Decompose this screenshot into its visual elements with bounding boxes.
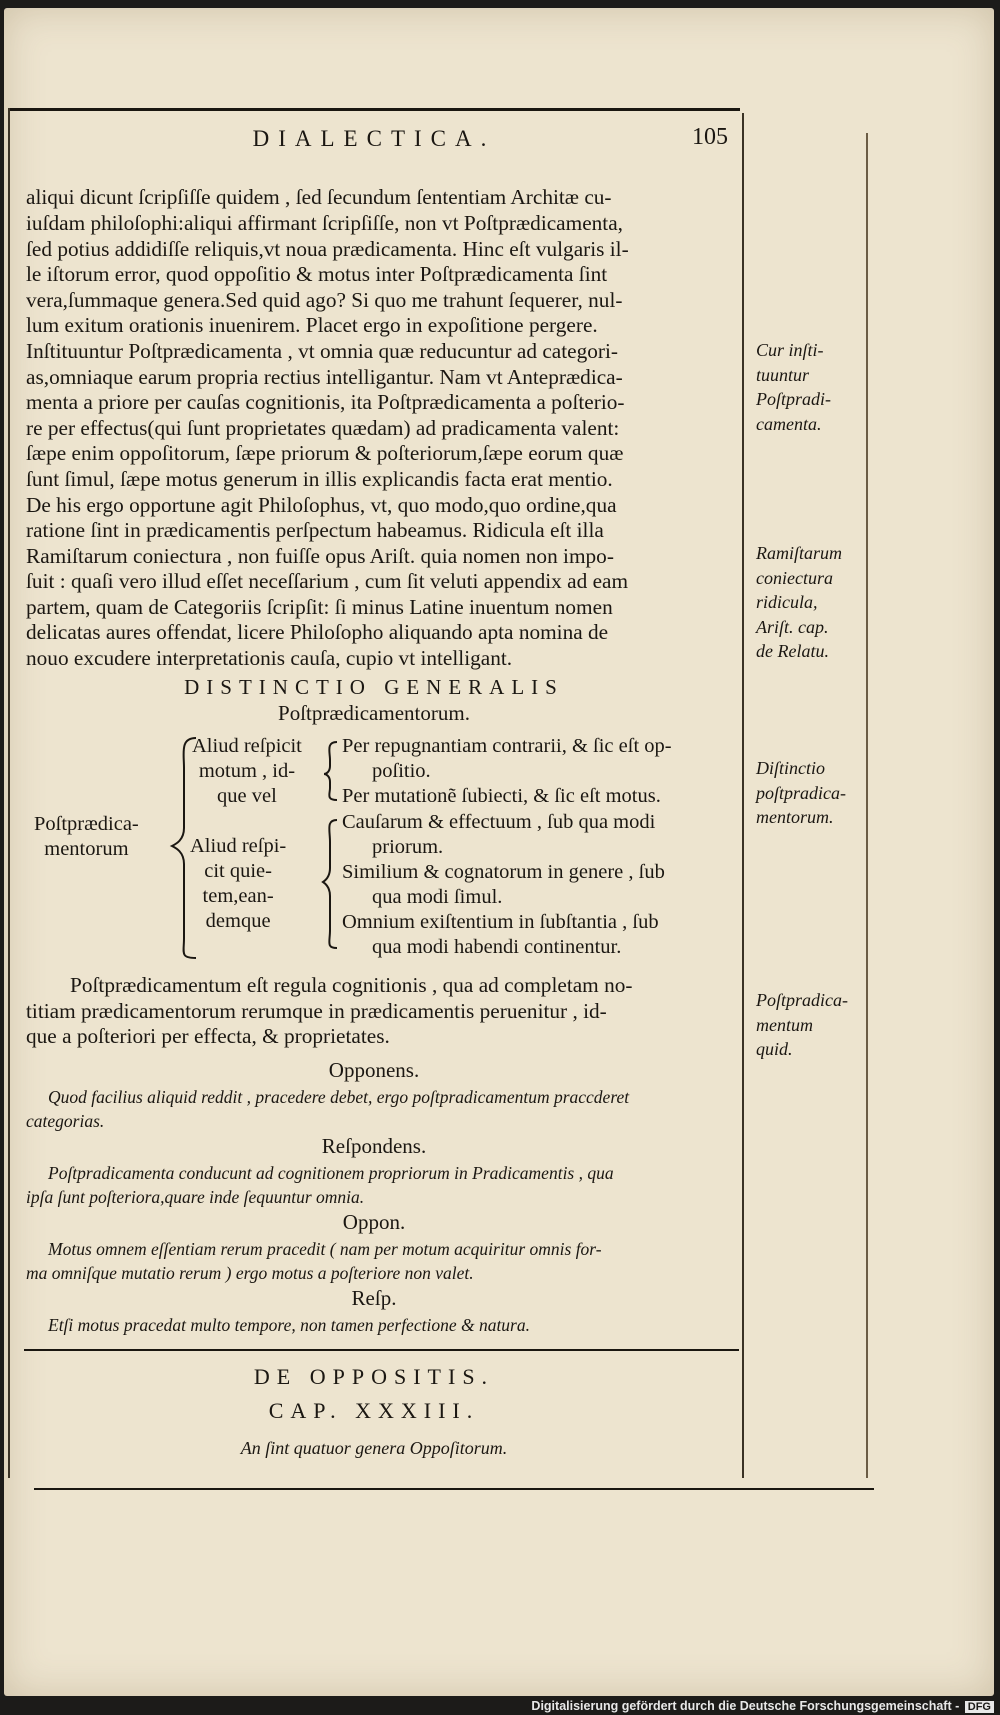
body-line: De his ergo opportune agit Philoſophus, vt, quo modo,quo ordine,qua	[26, 493, 617, 517]
body-line: ſed potius addidiſſe reliquis,vt noua prædicamenta. Hinc eſt vulgaris il-	[26, 237, 629, 261]
speaker-label: Oppon.	[342, 1210, 406, 1234]
marginal-note: Diſtinctio poſtpradica- mentorum.	[756, 758, 846, 827]
section-subheading: Poſtprædicamentorum.	[278, 701, 470, 725]
body-line: menta a priore per cauſas cognitionis, ita Poſtprædicamenta a poſterio-	[26, 390, 625, 414]
definition-line: que a poſteriori per effecta, & proprietates.	[26, 1024, 390, 1048]
table-item: Similium & cognatorum in genere , ſub qua modi ſimul.	[342, 861, 665, 908]
dialogue-line: Etſi motus pracedat multo tempore, non tamen perfectione & natura.	[48, 1315, 530, 1335]
section-rule	[24, 1349, 739, 1351]
footer-text: Digitalisierung gefördert durch die Deutsche Forschungsgemeinschaft -	[531, 1699, 960, 1713]
marginal-note: Poſtpradica- mentum quid.	[756, 990, 848, 1059]
body-line: le iſtorum error, quod oppoſitio & motus inter Poſtprædicamenta ſint	[26, 262, 608, 286]
body-line: ratione ſint in prædicamentis perſpectum habeamus. Ridicula eſt illa	[26, 518, 604, 542]
section-heading: DISTINCTIO GENERALIS	[184, 675, 564, 699]
body-line: Inſtituuntur Poſtprædicamenta , vt omnia quæ reducuntur ad categori-	[26, 339, 619, 363]
marginal-note: Cur inſti- tuuntur Poſtpradi- camenta.	[756, 340, 831, 434]
dialogue-line: Quod facilius aliquid reddit , pracedere debet, ergo poſtpradicamentum praccderet	[48, 1087, 630, 1107]
dialogue-line: categorias.	[26, 1111, 105, 1131]
top-rule	[10, 108, 740, 111]
digitization-footer	[531, 1699, 994, 1713]
dialogue-line: Poſtpradicamenta conducunt ad cognitionem propriorum in Pradicamentis , qua	[48, 1163, 614, 1183]
body-line: ſuit : quaſi vero illud eſſet neceſſarium , cum ſit veluti appendix ad eam	[26, 569, 629, 593]
book-page	[4, 8, 994, 1696]
margin-rule	[742, 113, 744, 1478]
body-line: nouo excudere interpretationis cauſa, cupio vt intelligant.	[26, 646, 513, 670]
speaker-label: Opponens.	[328, 1058, 420, 1082]
body-line: delicatas aures offendat, licere Philoſopho aliquando apta nomina de	[26, 620, 609, 644]
definition-line: titiam prædicamentorum rerumque in prædicamentis peruenitur , id-	[26, 999, 607, 1023]
speaker-label: Reſp.	[351, 1286, 397, 1310]
table-item: Per mutationẽ ſubiecti, & ſic eſt motus.	[342, 785, 661, 807]
body-line: lum exitum orationis inuenirem. Placet ergo in expoſitione pergere.	[26, 313, 598, 337]
body-line: re per effectus(qui ſunt proprietates quædam) ad pradicamenta valent:	[26, 416, 620, 440]
body-line: iuſdam philoſophi:aliqui affirmant ſcripſiſſe, non vt Poſtprædicamenta,	[26, 211, 623, 235]
body-line: partem, quam de Categoriis ſcripſit: ſi minus Latine inuentum nomen	[26, 595, 613, 619]
table-root: Poſtprædica- mentorum	[34, 813, 139, 860]
running-title: DIALECTICA.	[252, 126, 496, 151]
table-item: Per repugnantiam contrarii, & ſic eſt op- poſitio.	[342, 735, 672, 782]
chapter-number: CAP. XXXIII.	[268, 1398, 480, 1423]
body-line: ſunt ſimul, ſæpe motus generum in illis explicandis facta erat mentio.	[26, 467, 613, 491]
page-number: 105	[692, 124, 728, 150]
table-item: Cauſarum & effectuum , ſub qua modi priorum.	[342, 811, 656, 858]
dialogue-line: ma omniſque mutatio rerum ) ergo motus a poſteriore non valet.	[26, 1263, 474, 1283]
dialogue-line: Motus omnem eſſentiam rerum pracedit ( nam per motum acquiritur omnis for-	[48, 1239, 602, 1259]
table-branch-2: Aliud reſpi- cit quie- tem,ean- demque	[190, 835, 287, 932]
body-line: aliqui dicunt ſcripſiſſe quidem , ſed ſecundum ſententiam Architæ cu-	[26, 185, 612, 209]
left-rule	[8, 108, 10, 1478]
body-line: vera,ſummaque genera.Sed quid ago? Si quo me trahunt ſequerer, nul-	[26, 288, 623, 312]
body-line: Ramiſtarum coniectura , non fuiſſe opus Ariſt. quia nomen non impo-	[26, 544, 614, 568]
body-line: as,omniaque earum propria rectius intelligantur. Nam vt Anteprædica-	[26, 365, 623, 389]
chapter-subtitle: An ſint quatuor genera Oppoſitorum.	[240, 1438, 508, 1458]
dfg-logo: DFG	[965, 1701, 994, 1713]
definition-line: Poſtprædicamentum eſt regula cognitionis , qua ad completam no-	[70, 973, 633, 997]
body-line: ſæpe enim oppoſitorum, ſæpe priorum & poſteriorum,ſæpe eorum quæ	[26, 441, 624, 465]
dialogue-line: ipſa ſunt poſteriora,quare inde ſequuntur omnia.	[26, 1187, 365, 1207]
bottom-rule	[34, 1488, 874, 1490]
table-branch-1: Aliud reſpicit motum , id- que vel	[192, 735, 302, 807]
speaker-label: Reſpondens.	[321, 1134, 427, 1158]
marginal-note: Ramiſtarum coniectura ridicula, Ariſt. cap. de Relatu.	[756, 543, 843, 661]
table-item: Omnium exiſtentium in ſubſtantia , ſub qua modi habendi continentur.	[342, 911, 659, 958]
chapter-title: DE OPPOSITIS.	[253, 1364, 495, 1389]
